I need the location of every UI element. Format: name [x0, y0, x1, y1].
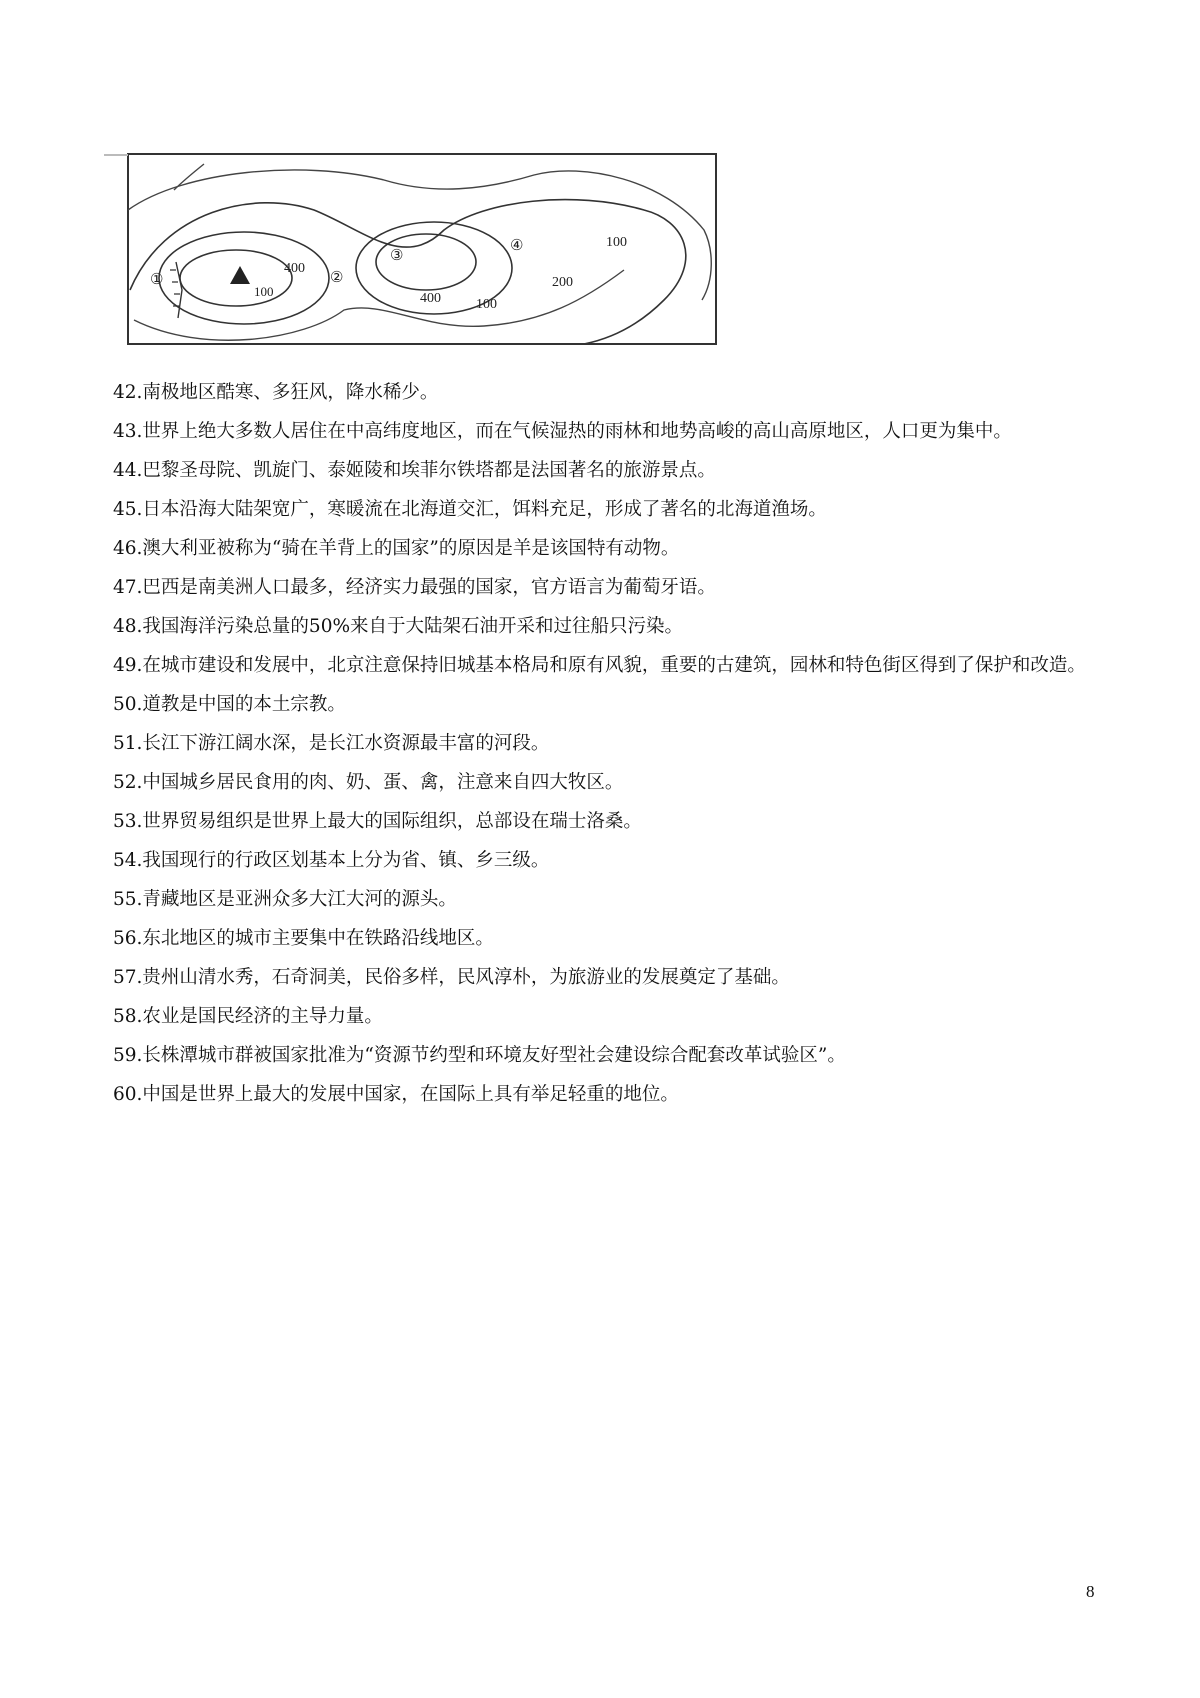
statement-57: 57.贵州山清水秀，石奇洞美，民俗多样，民风淳朴，为旅游业的发展奠定了基础。: [113, 967, 790, 988]
statement-42: 42.南极地区酷寒、多狂风，降水稀少。: [113, 382, 439, 403]
region-label-4: ④: [510, 238, 524, 254]
statement-51: 51.长江下游江阔水深，是长江水资源最丰富的河段。: [113, 733, 550, 754]
contour-map: [104, 150, 724, 356]
statement-59: 59.长株潭城市群被国家批准为“资源节约型和环境友好型社会建设综合配套改革试验区”。: [113, 1045, 846, 1066]
statement-54: 54.我国现行的行政区划基本上分为省、镇、乡三级。: [113, 850, 550, 871]
region-label-2: ②: [330, 270, 344, 286]
statement-50: 50.道教是中国的本土宗教。: [113, 694, 346, 715]
statement-49: 49.在城市建设和发展中，北京注意保持旧城基本格局和原有风貌，重要的古建筑，园林和特色街区得到了保护和改造。: [113, 655, 1086, 676]
contour-label-100-left: 100: [254, 284, 274, 299]
statement-60: 60.中国是世界上最大的发展中国家，在国际上具有举足轻重的地位。: [113, 1084, 679, 1105]
region-label-3: ③: [390, 248, 404, 264]
statement-53: 53.世界贸易组织是世界上最大的国际组织，总部设在瑞士洛桑。: [113, 811, 642, 832]
contour-line-corner: [174, 164, 204, 190]
statement-47: 47.巴西是南美洲人口最多，经济实力最强的国家，官方语言为葡萄牙语。: [113, 577, 716, 598]
contour-label-100-right: 100: [476, 297, 497, 312]
statement-56: 56.东北地区的城市主要集中在铁路沿线地区。: [113, 928, 494, 949]
contour-label-400-left: 400: [284, 261, 305, 276]
contour-line-lower: [134, 270, 624, 340]
statement-58: 58.农业是国民经济的主导力量。: [113, 1006, 383, 1027]
region-label-1: ①: [150, 272, 164, 288]
page-number: 8: [1086, 1582, 1095, 1601]
contour-label-200: 200: [552, 275, 573, 290]
statement-44: 44.巴黎圣母院、凯旋门、泰姬陵和埃菲尔铁塔都是法国著名的旅游景点。: [113, 460, 716, 481]
contour-label-100-far-right: 100: [606, 235, 627, 250]
statement-43: 43.世界上绝大多数人居住在中高纬度地区，而在气候湿热的雨林和地势高峻的高山高原地区，人口更为集中。: [113, 421, 1012, 442]
statement-list: [113, 373, 1113, 1114]
map-frame: [128, 154, 716, 344]
contour-line-outer: [130, 200, 686, 344]
statement-48: 48.我国海洋污染总量的50%来自于大陆架石油开采和过往船只污染。: [113, 616, 684, 637]
contour-label-400-right: 400: [420, 291, 441, 306]
contour-map-figure: [104, 150, 724, 356]
statement-45: 45.日本沿海大陆架宽广，寒暖流在北海道交汇，饵料充足，形成了著名的北海道渔场。: [113, 499, 827, 520]
statement-52: 52.中国城乡居民食用的肉、奶、蛋、禽，注意来自四大牧区。: [113, 772, 624, 793]
statement-55: 55.青藏地区是亚洲众多大江大河的源头。: [113, 889, 457, 910]
statement-46: 46.澳大利亚被称为“骑在羊背上的国家”的原因是羊是该国特有动物。: [113, 538, 680, 559]
mountain-peak-icon: [230, 266, 250, 284]
